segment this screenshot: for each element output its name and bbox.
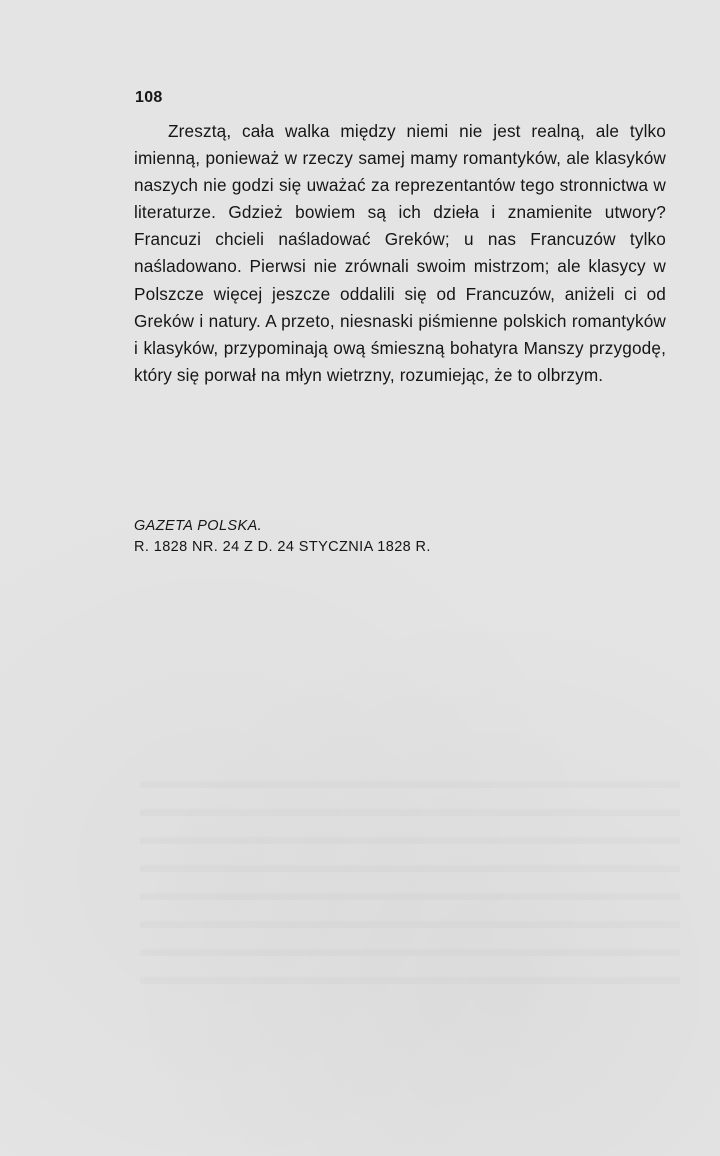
source-citation [134, 516, 431, 558]
source-issue: R. 1828 NR. 24 Z D. 24 STYCZNIA 1828 R. [134, 539, 431, 555]
page-number: 108 [135, 89, 163, 106]
body-paragraph: Zresztą, cała walka między niemi nie jest realną, ale tylko imienną, ponieważ w rzeczy samej mamy romantyków, ale klasyków naszych nie godzi się uważać za reprezentantów tego stronnictwa w literaturze. Gdzież bowiem są ich dzieła i znamienite utwory? Francuzi chcieli naśladować Greków; u nas Francuzów tylko naśladowano. Pierwsi nie zrównali swoim mistrzom; ale klasycy w Polszcze więcej jeszcze oddalili się od Francuzów, aniżeli ci od Greków i natury. A przeto, niesnaski piśmienne polskich romantyków i klasyków, przypominają ową śmieszną bohatyra Manszy przygodę, który się porwał na młyn wietrzny, rozumiejąc, że to olbrzym. [134, 121, 666, 385]
show-through-texture [140, 760, 680, 1000]
source-journal: GAZETA POLSKA. [134, 518, 263, 534]
